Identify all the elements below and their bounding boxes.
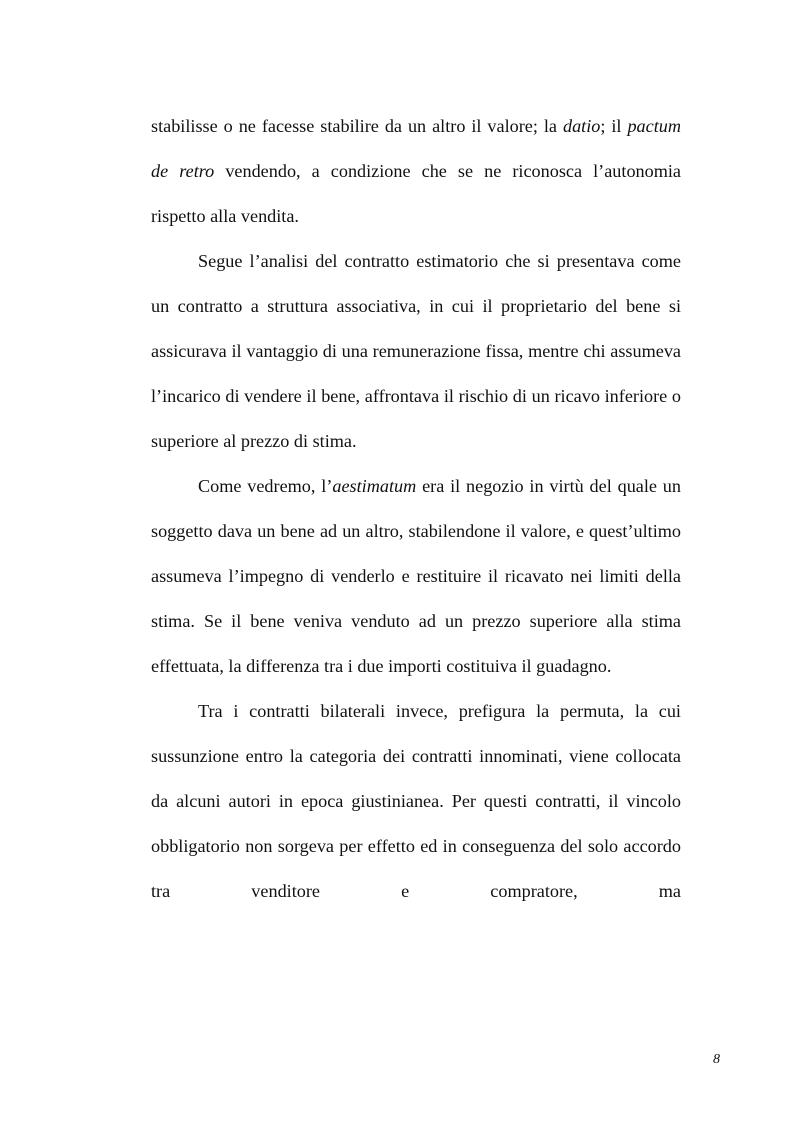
italic-term-aestimatum: aestimatum [332, 476, 417, 496]
text-segment: Segue l’analisi del contratto estimatorio che si presentava come un contratto a struttura associativa, in cui il proprietario del bene si assicurava il vantaggio di una remunerazione fissa, mentre chi assumeva l’incarico di vendere il bene, affrontava il rischio di un ricavo inferiore o superiore al prezzo di stima. [151, 251, 681, 451]
text-segment: Come vedremo, l’ [198, 476, 333, 496]
italic-term-pactum-de-retro: pactum de retro [151, 116, 681, 181]
text-segment: stabilisse o ne facesse stabilire da un altro il valore; la [151, 116, 563, 136]
paragraph-2 [151, 239, 681, 464]
paragraph-3 [151, 464, 681, 689]
text-segment: vendendo, a condizione che se ne riconosca l’autonomia rispetto alla vendita. [151, 161, 681, 226]
paragraph-4 [151, 689, 681, 914]
page-number: 8 [713, 1052, 720, 1067]
paragraph-1 [151, 104, 681, 239]
text-segment: ; il [600, 116, 628, 136]
text-segment: era il negozio in virtù del quale un soggetto dava un bene ad un altro, stabilendone il valore, e quest’ultimo assumeva l’impegno di venderlo e restituire il ricavato nei limiti della stima. Se il bene veniva venduto ad un prezzo superiore alla stima effettuata, la differenza tra i due importi costituiva il guadagno. [151, 476, 681, 676]
text-segment: Tra i contratti bilaterali invece, prefigura la permuta, la cui sussunzione entro la categoria dei contratti innominati, viene collocata da alcuni autori in epoca giustinianea. Per questi contratti, il vincolo obbligatorio non sorgeva per effetto ed in conseguenza del solo accordo tra venditore e compratore, ma [151, 701, 681, 901]
italic-term-datio: datio [562, 116, 601, 136]
page-body [151, 104, 681, 914]
